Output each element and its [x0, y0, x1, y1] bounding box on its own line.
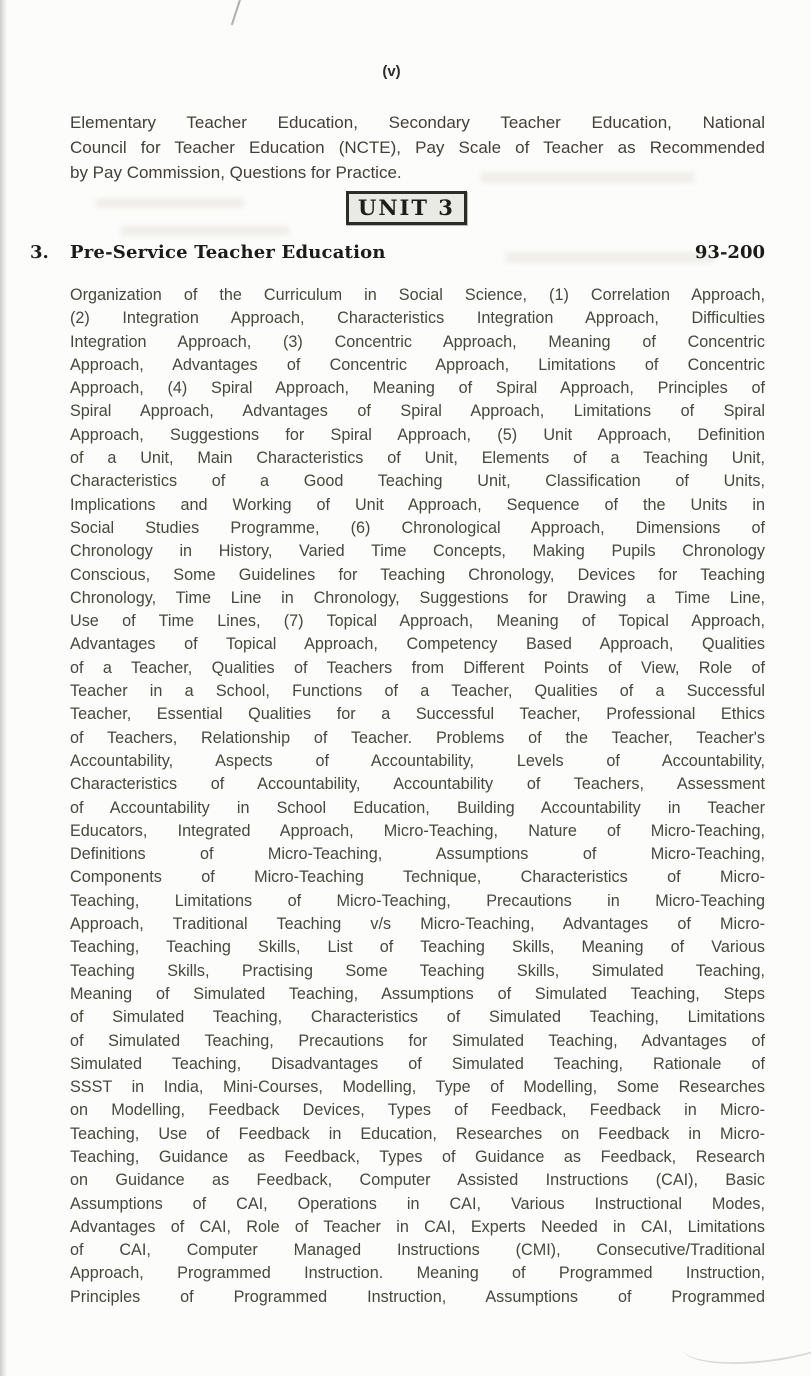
text-line: Approach, (4) Spiral Approach, Meaning of Spiral Approach, Principles of — [70, 379, 765, 398]
text-line: Council for Teacher Education (NCTE), Pay Scale of Teacher as Recommended — [70, 138, 765, 157]
text-line: Conscious, Some Guidelines for Teaching Chronology, Devices for Teaching — [70, 565, 765, 584]
text-line: Approach, Traditional Teaching v/s Micro-Teaching, Advantages of Micro- — [70, 915, 765, 934]
text-line: Spiral Approach, Advantages of Spiral Approach, Limitations of Spiral — [70, 402, 765, 421]
text-line: Chronology, Time Line in Chronology, Suggestions for Drawing a Time Line, — [70, 588, 765, 607]
text-line: Use of Time Lines, (7) Topical Approach, Meaning of Topical Approach, — [70, 612, 765, 631]
text-line: Advantages of Topical Approach, Competency Based Approach, Qualities — [70, 635, 765, 654]
bleed-through-text — [95, 198, 245, 208]
text-line: Approach, Suggestions for Spiral Approach, (5) Unit Approach, Definition — [70, 425, 765, 444]
text-line: Teacher in a School, Functions of a Teacher, Qualities of a Successful — [70, 682, 765, 701]
text-line: of Simulated Teaching, Characteristics of Simulated Teaching, Limitations — [70, 1008, 765, 1027]
text-line: SSST in India, Mini-Courses, Modelling, Type of Modelling, Some Researches — [70, 1078, 765, 1097]
toc-entry — [30, 242, 765, 263]
text-line: Assumptions of CAI, Operations in CAI, Various Instructional Modes, — [70, 1194, 765, 1213]
unit-badge: UNIT 3 — [346, 191, 467, 225]
page-number: (v) — [382, 63, 401, 80]
text-line: Chronology in History, Varied Time Concepts, Making Pupils Chronology — [70, 542, 765, 561]
text-line: Teacher, Essential Qualities for a Successful Teacher, Professional Ethics — [70, 705, 765, 724]
intro-paragraph — [70, 110, 765, 185]
text-line: of a Teacher, Qualities of Teachers from Different Points of View, Role of — [70, 658, 765, 677]
text-line: on Guidance as Feedback, Computer Assisted Instructions (CAI), Basic — [70, 1171, 765, 1190]
text-line: of CAI, Computer Managed Instructions (CMI), Consecutive/Traditional — [70, 1241, 765, 1260]
text-line: Definitions of Micro-Teaching, Assumptions of Micro-Teaching, — [70, 845, 765, 864]
body-paragraph — [70, 284, 765, 1309]
text-line: Educators, Integrated Approach, Micro-Teaching, Nature of Micro-Teaching, — [70, 821, 765, 840]
text-line: Meaning of Simulated Teaching, Assumptions of Simulated Teaching, Steps — [70, 984, 765, 1003]
text-line: Organization of the Curriculum in Social Science, (1) Correlation Approach, — [70, 286, 765, 304]
text-line: of Simulated Teaching, Precautions for Simulated Teaching, Advantages of — [70, 1031, 765, 1050]
text-line: of a Unit, Main Characteristics of Unit, Elements of a Teaching Unit, — [70, 449, 765, 468]
scan-edge-shadow — [0, 0, 7, 1376]
entry-number: 3. — [30, 242, 49, 263]
text-line: Implications and Working of Unit Approach, Sequence of the Units in — [70, 495, 765, 514]
text-line: Advantages of CAI, Role of Teacher in CAI, Experts Needed in CAI, Limitations — [70, 1217, 765, 1236]
text-line: Social Studies Programme, (6) Chronological Approach, Dimensions of — [70, 518, 765, 537]
entry-title: Pre-Service Teacher Education — [70, 242, 386, 263]
text-line: Approach, Advantages of Concentric Approach, Limitations of Concentric — [70, 355, 765, 374]
page-curl-shadow — [679, 1304, 811, 1372]
text-line: (2) Integration Approach, Characteristics Integration Approach, Difficulties — [70, 309, 765, 328]
text-line: Teaching, Teaching Skills, List of Teaching Skills, Meaning of Various — [70, 938, 765, 957]
text-line: Elementary Teacher Education, Secondary Teacher Education, National — [70, 113, 765, 132]
text-line: Teaching, Guidance as Feedback, Types of Guidance as Feedback, Research — [70, 1147, 765, 1166]
entry-page-range: 93-200 — [694, 242, 765, 263]
text-line: Characteristics of a Good Teaching Unit, Classification of Units, — [70, 472, 765, 491]
text-line: Characteristics of Accountability, Accountability of Teachers, Assessment — [70, 775, 765, 794]
text-line: Principles of Programmed Instruction, Assumptions of Programmed — [70, 1287, 765, 1306]
bleed-through-text — [120, 226, 290, 236]
text-line: Approach, Programmed Instruction. Meaning of Programmed Instruction, — [70, 1264, 765, 1283]
text-line: Teaching, Limitations of Micro-Teaching, Precautions in Micro-Teaching — [70, 891, 765, 910]
text-line: on Modelling, Feedback Devices, Types of Feedback, Feedback in Micro- — [70, 1101, 765, 1120]
text-line: Accountability, Aspects of Accountability, Levels of Accountability, — [70, 751, 765, 770]
text-line: by Pay Commission, Questions for Practice. — [70, 163, 402, 182]
text-line: Teaching, Use of Feedback in Education, Researches on Feedback in Micro- — [70, 1124, 765, 1143]
text-line: of Teachers, Relationship of Teacher. Problems of the Teacher, Teacher's — [70, 728, 765, 747]
text-line: of Accountability in School Education, Building Accountability in Teacher — [70, 798, 765, 817]
pen-mark — [231, 0, 243, 25]
text-line: Simulated Teaching, Disadvantages of Simulated Teaching, Rationale of — [70, 1054, 765, 1073]
text-line: Teaching Skills, Practising Some Teaching Skills, Simulated Teaching, — [70, 961, 765, 980]
text-line: Components of Micro-Teaching Technique, Characteristics of Micro- — [70, 868, 765, 887]
text-line: Integration Approach, (3) Concentric Approach, Meaning of Concentric — [70, 332, 765, 351]
